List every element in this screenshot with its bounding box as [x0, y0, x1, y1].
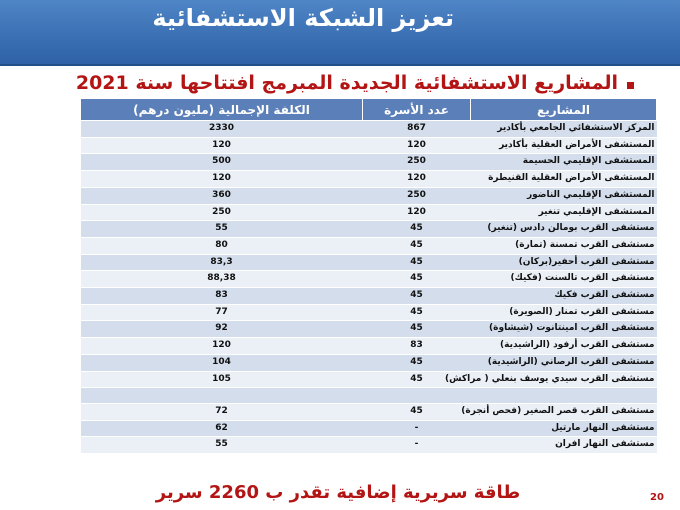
table-row	[81, 304, 657, 321]
cell-project-name	[471, 388, 657, 404]
cell-beds: 83	[363, 338, 471, 355]
cell-cost: 360	[81, 187, 363, 204]
cell-cost: 120	[81, 137, 363, 154]
cell-beds: 45	[363, 254, 471, 271]
table-row	[81, 338, 657, 355]
cell-project-name: مستشفى القرب امينتانوت (شيشاوة)	[471, 321, 657, 338]
table-row	[81, 354, 657, 371]
table-row	[81, 187, 657, 204]
cell-project-name: المستشفى الإقليمي الناضور	[471, 187, 657, 204]
cell-cost: 55	[81, 221, 363, 238]
cell-cost: 250	[81, 204, 363, 221]
cell-cost: 2330	[81, 121, 363, 138]
cell-beds: 45	[363, 288, 471, 305]
cell-beds: 120	[363, 171, 471, 188]
cell-project-name: المستشفى الأمراض العقلية بأكادير	[471, 137, 657, 154]
cell-project-name: مستشفى القرب تمسنة (تمارة)	[471, 237, 657, 254]
cell-cost: 83,3	[81, 254, 363, 271]
cell-project-name: مستشفى النهار مارتيل	[471, 420, 657, 437]
cell-cost: 55	[81, 437, 363, 454]
header-projects: المشاريع	[471, 99, 657, 121]
cell-project-name: المركز الاستشفائي الجامعي بأكادير	[471, 121, 657, 138]
slide-subtitle: المشاريع الاستشفائية الجديدة المبرمج افتتاحها سنة 2021	[75, 72, 618, 94]
cell-project-name: مستشفى القرب تالسنت (فكيك)	[471, 271, 657, 288]
cell-project-name: المستشفى الإقليمي الحسيمة	[471, 154, 657, 171]
table-row	[81, 204, 657, 221]
bullet-square-icon	[627, 82, 634, 89]
table-row	[81, 388, 657, 404]
cell-beds: 45	[363, 403, 471, 420]
table-row	[81, 321, 657, 338]
cell-cost: 92	[81, 321, 363, 338]
table-body	[81, 121, 657, 454]
cell-beds: 45	[363, 221, 471, 238]
cell-cost: 120	[81, 171, 363, 188]
table-row	[81, 137, 657, 154]
cell-beds: 867	[363, 121, 471, 138]
table-row	[81, 154, 657, 171]
cell-project-name: المستشفى الإقليمي تنغير	[471, 204, 657, 221]
table-row	[81, 288, 657, 305]
cell-cost	[81, 388, 363, 404]
cell-beds: 45	[363, 304, 471, 321]
cell-beds: 45	[363, 354, 471, 371]
cell-project-name: مستشفى القرب تمنار (الصويرة)	[471, 304, 657, 321]
cell-cost: 72	[81, 403, 363, 420]
table-row	[81, 254, 657, 271]
cell-beds: 250	[363, 187, 471, 204]
table-row	[81, 371, 657, 388]
table-row	[81, 271, 657, 288]
title-bar	[0, 0, 680, 66]
cell-cost: 80	[81, 237, 363, 254]
cell-beds: -	[363, 437, 471, 454]
table-row	[81, 437, 657, 454]
cell-project-name: مستشفى القرب بومالن دادس (تنغير)	[471, 221, 657, 238]
table-row	[81, 420, 657, 437]
cell-project-name: المستشفى الأمراض العقلية القنيطرة	[471, 171, 657, 188]
page-number: 20	[650, 492, 664, 503]
header-beds: عدد الأسرة	[363, 99, 471, 121]
table-row	[81, 237, 657, 254]
cell-beds: 120	[363, 137, 471, 154]
cell-beds: 45	[363, 237, 471, 254]
cell-cost: 77	[81, 304, 363, 321]
table-row	[81, 171, 657, 188]
cell-project-name: مستشفى النهار افران	[471, 437, 657, 454]
cell-beds: -	[363, 420, 471, 437]
cell-cost: 120	[81, 338, 363, 355]
cell-cost: 104	[81, 354, 363, 371]
table-row	[81, 403, 657, 420]
footer-note: طاقة سريرية إضافية تقدر ب 2260 سرير	[155, 482, 521, 503]
cell-beds: 250	[363, 154, 471, 171]
cell-cost: 105	[81, 371, 363, 388]
slide-title: تعزيز الشبكة الاستشفائية	[152, 4, 454, 32]
cell-cost: 83	[81, 288, 363, 305]
cell-project-name: مستشفى القرب أحفير(بركان)	[471, 254, 657, 271]
header-cost: الكلفة الإجمالية (مليون درهم)	[81, 99, 363, 121]
cell-beds	[363, 388, 471, 404]
cell-beds: 120	[363, 204, 471, 221]
table-header-row	[81, 99, 657, 121]
cell-cost: 88,38	[81, 271, 363, 288]
cell-beds: 45	[363, 371, 471, 388]
table-row	[81, 221, 657, 238]
cell-project-name: مستشفى القرب الرصاني (الراشيدية)	[471, 354, 657, 371]
cell-project-name: مستشفى القرب سيدي يوسف بنعلي ( مراكش)	[471, 371, 657, 388]
projects-table	[80, 98, 657, 454]
cell-beds: 45	[363, 271, 471, 288]
cell-project-name: مستشفى القرب قصر الصغير (فحص أنجرة)	[471, 403, 657, 420]
cell-cost: 62	[81, 420, 363, 437]
cell-cost: 500	[81, 154, 363, 171]
cell-project-name: مستشفى القرب فكيك	[471, 288, 657, 305]
cell-beds: 45	[363, 321, 471, 338]
table-row	[81, 121, 657, 138]
cell-project-name: مستشفى القرب أرفود (الراشيدية)	[471, 338, 657, 355]
